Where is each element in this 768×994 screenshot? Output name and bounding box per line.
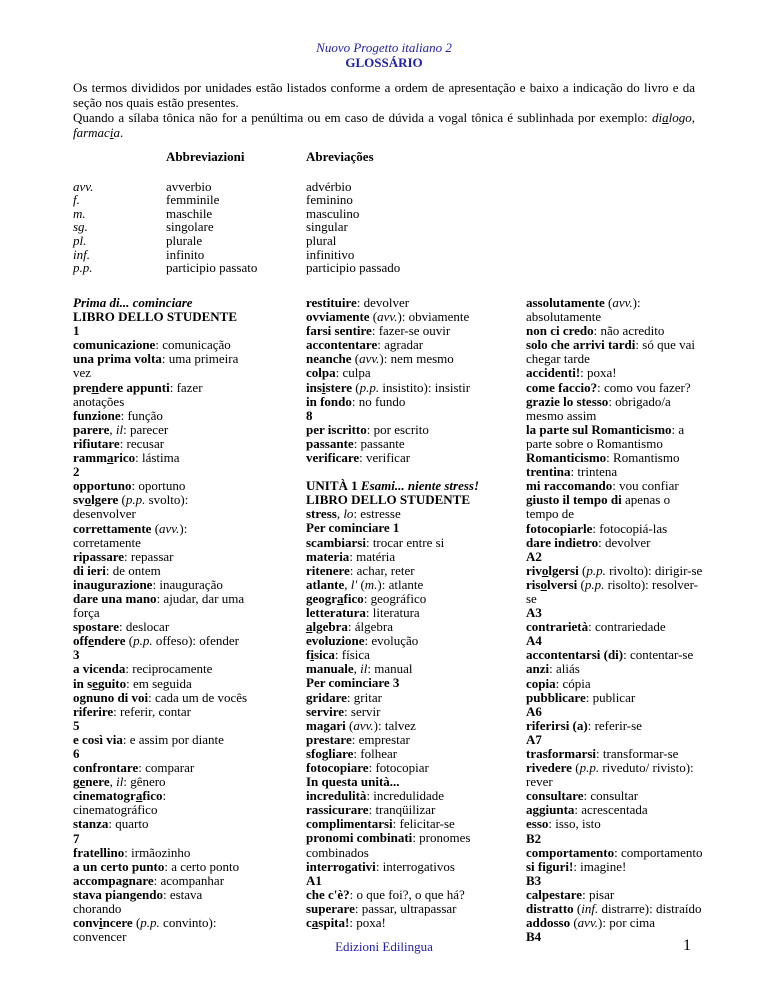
glossary-entry: confrontare: comparar (73, 760, 195, 776)
glossary-entry: letteratura: literatura (306, 604, 420, 620)
glossary-entry: stanza: quarto (73, 816, 149, 832)
glossary-entry: contrarietà: contrariedade (526, 619, 666, 635)
glossary-entry: parere, il: parecer (73, 421, 169, 437)
glossary-entry: rivedere (p.p. riveduto/ rivisto): (526, 760, 694, 776)
glossary-entry: chorando (73, 901, 122, 917)
glossary-entry: 1 (73, 323, 80, 339)
glossary-entry (306, 465, 506, 479)
glossary-entry: pronomi combinati: pronomes (306, 830, 471, 846)
glossary-entry: sfogliare: folhear (306, 745, 398, 761)
glossary-entry: fratellino: irmãozinho (73, 844, 191, 860)
glossary-entry: LIBRO DELLO STUDENTE (73, 309, 237, 325)
glossary-entry: a un certo punto: a certo ponto (73, 858, 240, 874)
glossary-entry: tempo de (526, 506, 575, 522)
glossary-entry: dare indietro: devolver (526, 534, 651, 550)
glossary-entry: B4 (526, 929, 542, 945)
page-number: 1 (683, 937, 691, 954)
glossary-entry: Romanticismo: Romantismo (526, 450, 680, 466)
glossary-entry: svolgere (p.p. svolto): (73, 492, 189, 508)
intro-paragraph-1: Os termos divididos por unidades estão listados conforme a ordem de apresentação e baixo a indicação do livro e da seção nos quais estão presentes. (73, 80, 695, 110)
glossary-entry: esso: isso, isto (526, 816, 601, 832)
glossary-entry: insistere (p.p. insistito): insistir (306, 379, 471, 395)
glossary-entry: aggiunta: acrescentada (526, 802, 648, 818)
glossary-entry: A3 (526, 605, 542, 621)
glossary-entry: caspita!: poxa! (306, 915, 386, 931)
glossary-entry: verificare: verificar (306, 450, 411, 466)
glossary-entry: pubblicare: publicar (526, 689, 636, 705)
glossary-entry: non ci credo: não acredito (526, 323, 665, 339)
abbreviations-rows (73, 180, 693, 275)
glossary-entry: 6 (73, 746, 80, 761)
glossary-entry: B3 (526, 872, 542, 888)
abbr-code: p.p. (73, 260, 93, 276)
publisher-footer: Edizioni Edilingua (335, 939, 433, 954)
abbr-portuguese: plural (306, 232, 337, 248)
glossary-title: GLOSSÁRIO (345, 55, 423, 70)
abbreviation-row (73, 207, 693, 221)
glossary-entry: la parte sul Romanticismo: a (526, 421, 685, 437)
glossary-entry: solo che arrivi tardi: só que vai (526, 337, 695, 353)
glossary-entry: accontentarsi (di): contentar-se (526, 647, 694, 663)
glossary-entry: prestare: emprestar (306, 731, 410, 747)
glossary-entry: anzi: aliás (526, 661, 580, 677)
glossary-entry: si figuri!: imagine! (526, 858, 627, 874)
glossary-entry: distratto (inf. distrarre): distraído (526, 901, 702, 917)
glossary-entry: neanche (avv.): nem mesmo (306, 351, 454, 367)
abbr-italian: plurale (166, 232, 203, 248)
glossary-column-2 (306, 296, 506, 930)
glossary-entry: absolutamente (526, 309, 602, 325)
glossary-entry: anotações (73, 393, 125, 409)
glossary-entry: convincere (p.p. convinto): (73, 915, 217, 931)
abbr-portuguese: participio passado (306, 260, 401, 276)
abbreviation-row (73, 220, 693, 234)
glossary-entry: per iscritto: por escrito (306, 421, 429, 437)
glossary-entry: prendere appunti: fazer (73, 379, 203, 395)
abbreviation-row (73, 261, 693, 275)
glossary-entry: trasformarsi: transformar-se (526, 746, 679, 761)
abbr-code: avv. (73, 178, 94, 194)
glossary-entry: in fondo: no fundo (306, 393, 406, 409)
glossary-entry: 7 (73, 830, 80, 846)
glossary-entry: a vicenda: reciprocamente (73, 661, 213, 677)
glossary-entry: spostare: deslocar (73, 619, 170, 635)
glossary-entry: 2 (73, 464, 80, 480)
glossary-entry: ognuno di voi: cada um de vocês (73, 689, 248, 705)
glossary-entry: interrogativi: interrogativos (306, 858, 455, 874)
glossary-entry: comportamento: comportamento (526, 844, 703, 860)
glossary-column-3 (526, 296, 726, 944)
glossary-entry: cinematográfico (73, 802, 158, 818)
book-title: Nuovo Progetto italiano 2 (316, 40, 452, 55)
glossary-entry: ripassare: repassar (73, 548, 174, 564)
glossary-entry: 8 (306, 407, 313, 423)
abbreviation-row (73, 180, 693, 194)
glossary-entry: LIBRO DELLO STUDENTE (306, 492, 470, 508)
page-header (0, 40, 768, 70)
abbr-code: pl. (73, 232, 87, 248)
glossary-entry: rammarico: lástima (73, 450, 180, 466)
abbr-italian: singolare (166, 219, 214, 235)
glossary-entry: B2 (526, 830, 542, 846)
glossary-entry: algebra: álgebra (306, 619, 394, 635)
glossary-entry: ovviamente (avv.): obviamente (306, 309, 470, 325)
glossary-entry: accontentare: agradar (306, 337, 424, 353)
glossary-entry: In questa unità... (306, 774, 400, 790)
glossary-entry: chegar tarde (526, 351, 590, 367)
abbr-code: sg. (73, 219, 88, 235)
glossary-entry: risolversi (p.p. risolto): resolver- (526, 576, 698, 592)
glossary-entry: Prima di... cominciare (73, 295, 193, 310)
glossary-entry: incredulità: incredulidade (306, 788, 445, 804)
glossary-entry: correttamente (avv.): (73, 520, 188, 536)
intro-text (73, 80, 695, 140)
glossary-entry: mi raccomando: vou confiar (526, 478, 679, 494)
glossary-entry: dare una mano: ajudar, dar uma (73, 590, 245, 606)
abbr-code: m. (73, 205, 86, 221)
glossary-entry: se (526, 590, 537, 606)
glossary-entry: comunicazione: comunicação (73, 337, 231, 353)
glossary-entry: accidenti!: poxa! (526, 365, 617, 381)
abbreviations-table (73, 150, 693, 275)
glossary-entry: desenvolver (73, 506, 136, 522)
glossary-entry: scambiarsi: trocar entre si (306, 534, 445, 550)
abbr-code: f. (73, 192, 80, 208)
abbreviation-row (73, 248, 693, 262)
glossary-entry: Per cominciare 3 (306, 675, 400, 691)
glossary-entry: rivolgersi (p.p. rivolto): dirigir-se (526, 562, 703, 578)
abbr-header-it: Abbreviazioni (166, 149, 245, 164)
glossary-entry: una prima volta: uma primeira (73, 351, 239, 367)
glossary-entry: ritenere: achar, reter (306, 562, 415, 578)
glossary-entry: 3 (73, 647, 80, 663)
glossary-entry: rassicurare: tranqüilizar (306, 802, 436, 818)
glossary-entry: fotocopiarle: fotocopiá-las (526, 520, 668, 536)
glossary-entry: opportuno: oportuno (73, 478, 186, 494)
glossary-entry: mesmo assim (526, 407, 597, 423)
glossary-entry: e così via: e assim por diante (73, 731, 224, 747)
glossary-entry: magari (avv.): talvez (306, 717, 416, 733)
glossary-entry: manuale, il: manual (306, 661, 413, 677)
glossary-entry: fotocopiare: fotocopiar (306, 760, 429, 775)
glossary-entry: stress, lo: estresse (306, 506, 401, 522)
abbr-portuguese: feminino (306, 192, 353, 208)
glossary-entry: assolutamente (avv.): (526, 295, 641, 310)
glossary-entry: che c'è?: o que foi?, o que há? (306, 886, 465, 902)
glossary-entry: servire: servir (306, 703, 381, 719)
glossary-entry: gridare: gritar (306, 689, 382, 705)
glossary-entry: inaugurazione: inauguração (73, 576, 223, 592)
glossary-entry: força (73, 605, 100, 621)
abbr-portuguese: masculino (306, 205, 360, 221)
abbr-italian: maschile (166, 205, 213, 221)
glossary-entry: A1 (306, 872, 322, 888)
glossary-entry: accompagnare: acompanhar (73, 872, 225, 888)
glossary-entry: di ieri: de ontem (73, 562, 161, 578)
glossary-entry: corretamente (73, 534, 141, 550)
glossary-entry: passante: passante (306, 435, 405, 451)
glossary-entry: addosso (avv.): por cima (526, 915, 656, 931)
glossary-entry: riferirsi (a): referir-se (526, 717, 642, 733)
abbr-code: inf. (73, 246, 90, 262)
glossary-entry: riferire: referir, contar (73, 703, 191, 719)
glossary-entry: Per cominciare 1 (306, 520, 400, 536)
glossary-entry: geografico: geográfico (306, 590, 427, 606)
glossary-entry: farsi sentire: fazer-se ouvir (306, 323, 451, 339)
glossary-entry: giusto il tempo di apenas o (526, 492, 671, 508)
abbreviations-header (73, 150, 693, 164)
glossary-entry: restituire: devolver (306, 295, 410, 310)
abbreviation-row (73, 234, 693, 248)
glossary-entry: genere, il: gênero (73, 774, 166, 790)
glossary-entry: in seguito: em seguida (73, 675, 192, 691)
glossary-entry: consultare: consultar (526, 788, 639, 804)
glossary-entry: fisica: física (306, 647, 370, 663)
glossary-entry: offendere (p.p. offeso): ofender (73, 633, 239, 649)
glossary-entry: A6 (526, 703, 542, 719)
abbr-italian: participio passato (166, 260, 258, 276)
glossary-column-1 (73, 296, 305, 944)
glossary-entry: parte sobre o Romantismo (526, 435, 663, 451)
glossary-entry: UNITÀ 1 Esami... niente stress! (306, 478, 480, 494)
glossary-entry: A2 (526, 548, 542, 564)
abbr-portuguese: singular (306, 219, 348, 235)
glossary-entry: copia: cópia (526, 675, 591, 691)
glossary-entry: combinados (306, 844, 369, 860)
glossary-entry: convencer (73, 929, 127, 945)
glossary-entry: stava piangendo: estava (73, 886, 203, 902)
glossary-entry: superare: passar, ultrapassar (306, 900, 457, 916)
glossary-entry: trentina: trintena (526, 464, 618, 480)
glossary-entry: funzione: função (73, 407, 163, 423)
glossary-entry: materia: matéria (306, 548, 396, 564)
glossary-entry: grazie lo stesso: obrigado/a (526, 393, 671, 409)
glossary-entry: rever (526, 774, 553, 790)
glossary-entry: A7 (526, 731, 542, 747)
intro-paragraph-2: Quando a sílaba tônica não for a penúltima ou em caso de dúvida a vogal tônica é sublinhada por exemplo: dialogo, farmacia. (73, 110, 695, 140)
glossary-entry: vez (73, 365, 92, 381)
glossary-entry: colpa: culpa (306, 365, 371, 381)
abbr-italian: femminile (166, 192, 220, 208)
glossary-entry: 5 (73, 717, 80, 733)
abbr-italian: infinito (166, 246, 205, 262)
glossary-entry: cinematografico: (73, 788, 167, 804)
glossary-entry: complimentarsi: felicitar-se (306, 816, 455, 832)
abbr-italian: avverbio (166, 178, 212, 194)
abbr-portuguese: advérbio (306, 178, 352, 194)
glossary-entry: come faccio?: como vou fazer? (526, 379, 691, 395)
glossary-entry: calpestare: pisar (526, 886, 615, 902)
glossary-entry: rifiutare: recusar (73, 435, 165, 451)
abbr-header-pt: Abreviações (306, 149, 374, 164)
abbr-portuguese: infinitivo (306, 246, 355, 262)
glossary-entry: atlante, l' (m.): atlante (306, 576, 424, 592)
glossary-entry: evoluzione: evolução (306, 633, 419, 649)
glossary-entry: A4 (526, 633, 542, 649)
abbreviation-row (73, 193, 693, 207)
